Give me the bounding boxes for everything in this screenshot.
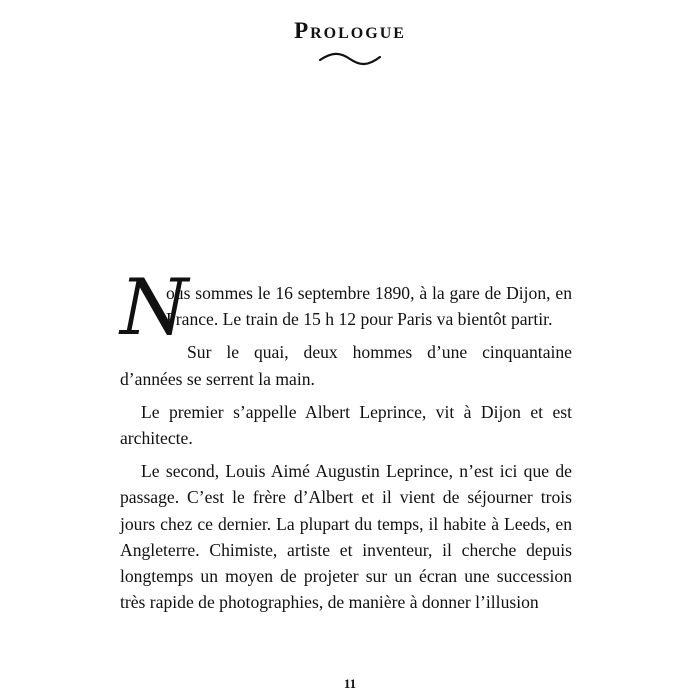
page-number: 11 xyxy=(343,676,357,691)
title-ornament-swash xyxy=(318,50,382,68)
paragraph-3: Le premier s’appelle Albert Leprince, vit à Dijon et est architecte. xyxy=(120,401,572,449)
chapter-title: Prologue xyxy=(294,18,406,43)
paragraph-2: Sur le quai, deux hommes d’une cinquantaine d’années se serrent la main. xyxy=(120,342,572,389)
drop-cap: N xyxy=(120,263,189,353)
paragraph-1: N ous sommes le 16 septembre 1890, à la gare de Dijon, en France. Le train de 15 h 12 pour Paris va bientôt partir. xyxy=(120,263,572,353)
prologue-text xyxy=(120,263,572,622)
paragraph-4: Le second, Louis Aimé Augustin Leprince, n’est ici que de passage. C’est le frère d’Albert et il vient de séjourner trois jours chez ce dernier. La plupart du temps, il habite à Leeds, en Angleterre. Chimiste, artiste et inventeur, il cherche depuis longtemps un moyen de projeter sur un écran une succession très rapide de photographies, de manière à donner l’illusion xyxy=(120,461,572,613)
